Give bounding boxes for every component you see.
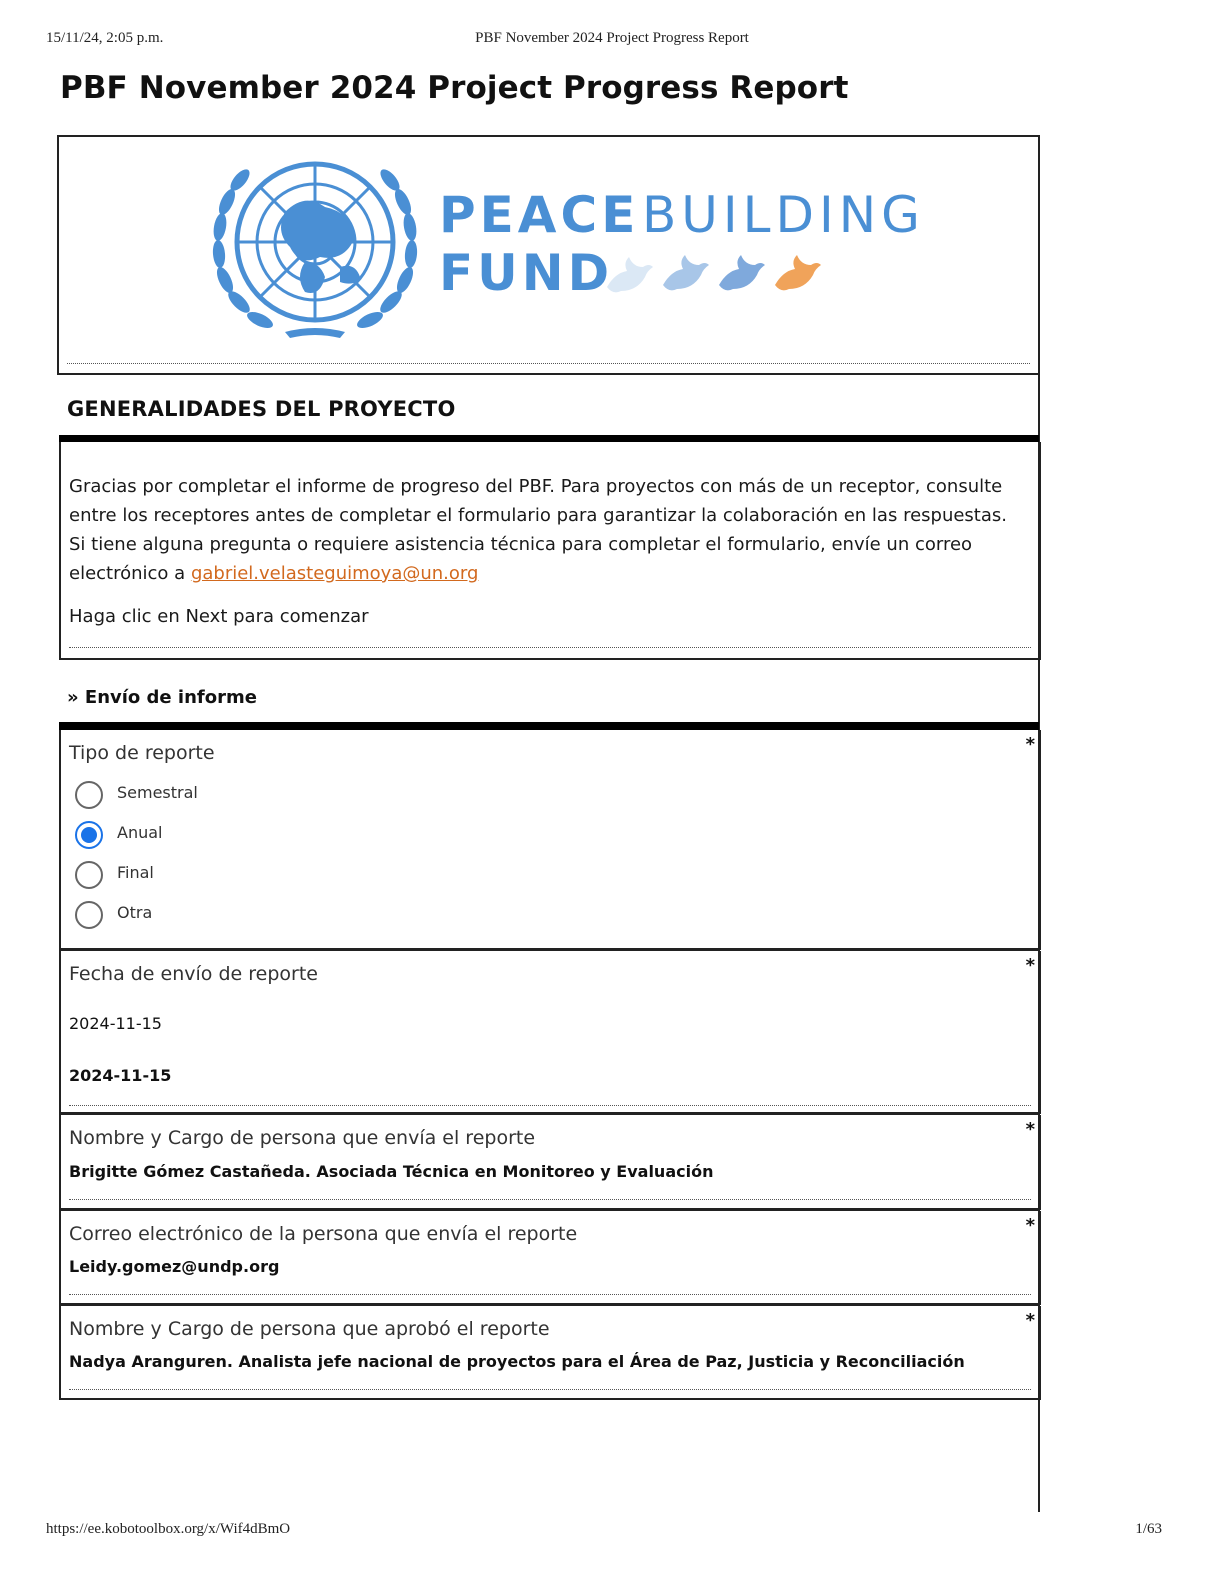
print-title: PBF November 2024 Project Progress Report	[475, 30, 749, 46]
divider	[69, 647, 1031, 648]
divider	[67, 363, 1030, 364]
print-datetime: 15/11/24, 2:05 p.m.	[46, 30, 164, 46]
divider	[69, 1294, 1031, 1295]
date-value: 2024-11-15	[69, 1066, 172, 1085]
divider	[69, 1105, 1031, 1106]
support-email-link[interactable]: gabriel.velasteguimoya@un.org	[190, 563, 479, 584]
un-emblem-icon	[212, 164, 419, 338]
print-footer	[46, 1521, 1162, 1541]
group-title: » Envío de informe	[67, 687, 257, 708]
dove-icon	[607, 257, 653, 292]
radio-option-final[interactable]	[75, 861, 475, 889]
required-marker: *	[1025, 1310, 1035, 1331]
answer-value: Leidy.gomez@undp.org	[69, 1257, 280, 1276]
radio-option-anual[interactable]	[75, 821, 475, 849]
question-submitter-name	[59, 1115, 1041, 1210]
question-label: Nombre y Cargo de persona que aprobó el reporte	[69, 1318, 550, 1340]
logo-word-peace: PEACE	[439, 186, 640, 244]
print-header	[46, 30, 1178, 50]
dove-icon	[719, 255, 765, 290]
question-approver-name	[59, 1306, 1041, 1400]
print-url: https://ee.kobotoolbox.org/x/Wif4dBmO	[46, 1521, 291, 1537]
radio-button[interactable]	[75, 901, 103, 929]
question-label: Tipo de reporte	[69, 742, 215, 764]
date-input[interactable]: 2024-11-15	[69, 1014, 162, 1033]
radio-label: Otra	[117, 903, 153, 922]
radio-button[interactable]	[75, 861, 103, 889]
section-title: GENERALIDADES DEL PROYECTO	[67, 397, 456, 421]
radio-option-semestral[interactable]	[75, 781, 475, 809]
question-label: Nombre y Cargo de persona que envía el reporte	[69, 1127, 536, 1149]
page-number: 1/63	[1135, 1521, 1162, 1537]
intro-start-text: Haga clic en Next para comenzar	[69, 606, 369, 627]
question-label: Correo electrónico de la persona que envía el reporte	[69, 1223, 578, 1245]
dove-icon	[775, 255, 821, 290]
answer-value: Brigitte Gómez Castañeda. Asociada Técnica en Monitoreo y Evaluación	[69, 1162, 714, 1181]
required-marker: *	[1025, 1119, 1035, 1140]
section-divider	[59, 435, 1039, 442]
radio-label: Final	[117, 863, 154, 882]
radio-button-selected[interactable]	[75, 821, 103, 849]
intro-note	[59, 442, 1041, 660]
logo-word-building: BUILDING	[642, 186, 925, 244]
page-title: PBF November 2024 Project Progress Report	[60, 70, 849, 106]
required-marker: *	[1025, 955, 1035, 976]
logo-box	[57, 135, 1040, 375]
divider	[69, 1199, 1031, 1200]
question-submitter-email	[59, 1211, 1041, 1305]
question-submit-date	[59, 951, 1041, 1114]
dove-icon	[663, 255, 709, 290]
divider	[69, 1389, 1031, 1390]
radio-option-otra[interactable]	[75, 901, 475, 929]
radio-label: Semestral	[117, 783, 198, 802]
peacebuilding-fund-logo	[59, 137, 1038, 357]
answer-value: Nadya Aranguren. Analista jefe nacional de proyectos para el Área de Paz, Justicia y Reconciliación	[69, 1352, 965, 1371]
intro-text	[69, 472, 1009, 588]
required-marker: *	[1025, 1215, 1035, 1236]
question-label: Fecha de envío de reporte	[69, 963, 318, 985]
radio-button[interactable]	[75, 781, 103, 809]
dove-icons	[607, 255, 821, 292]
radio-label: Anual	[117, 823, 163, 842]
intro-paragraph: Gracias por completar el informe de progreso del PBF. Para proyectos con más de un receptor, consulte entre los receptores antes de completar el formulario para garantizar la colaboración en las respuestas. Si tiene alguna pregunta o requiere asistencia técnica para completar el formulario, envíe un correo electrónico a	[69, 476, 1007, 584]
group-divider	[59, 722, 1039, 730]
required-marker: *	[1025, 734, 1035, 755]
logo-word-fund: FUND	[439, 244, 614, 302]
question-report-type	[59, 730, 1041, 950]
